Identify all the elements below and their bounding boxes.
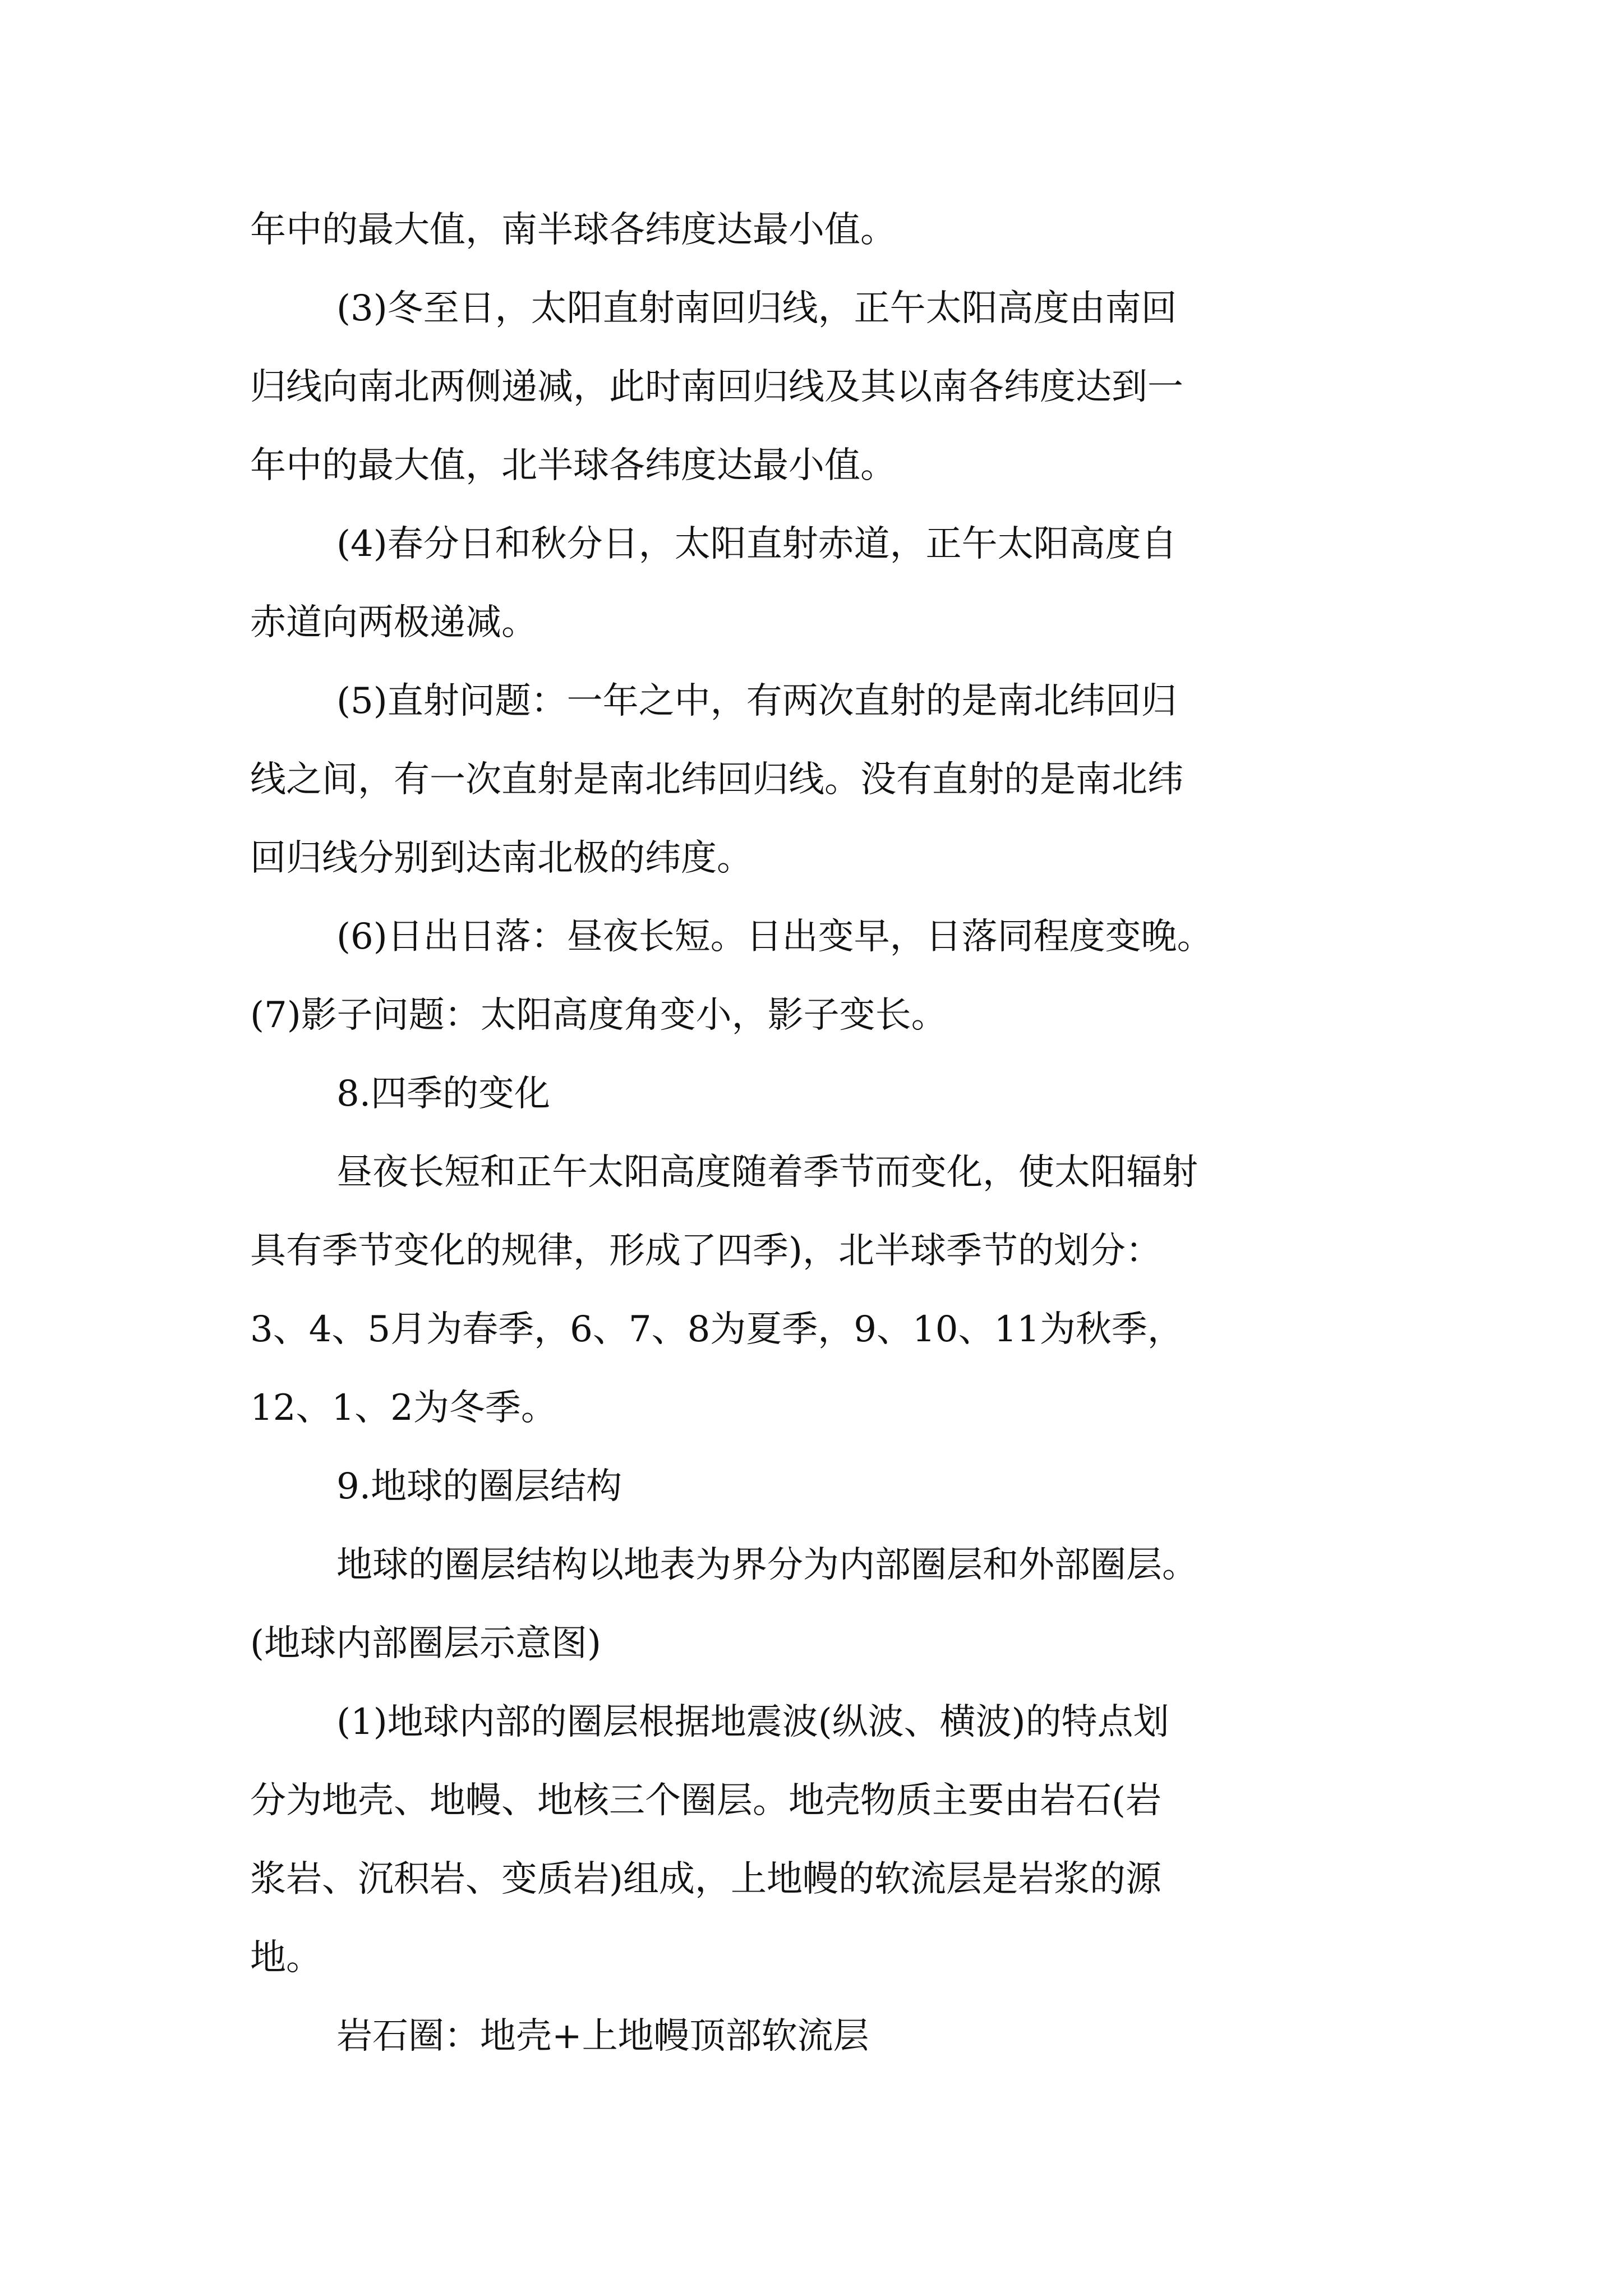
text-line-7: (5)直射问题：一年之中，有两次直射的是南北纬回归 <box>336 680 1177 722</box>
text-line-13: 昼夜长短和正午太阳高度随着季节而变化，使太阳辐射 <box>336 1152 1198 1193</box>
text-line-19: (地球内部圈层示意图) <box>250 1623 601 1664</box>
text-line-14: 具有季节变化的规律，形成了四季)，北半球季节的划分： <box>250 1230 1161 1272</box>
text-line-16: 12、1、2为冬季。 <box>250 1387 557 1429</box>
text-line-1: 年中的最大值，南半球各纬度达最小值。 <box>250 209 896 251</box>
text-line-3: 归线向南北两侧递减，此时南回归线及其以南各纬度达到一 <box>250 366 1183 408</box>
text-line-10: (6)日出日落：昼夜长短。日出变早，日落同程度变晚。 <box>336 916 1213 958</box>
section-heading-9: 9.地球的圈层结构 <box>336 1466 623 1507</box>
text-line-24: 岩石圈：地壳+上地幔顶部软流层 <box>336 2016 869 2057</box>
text-line-22: 浆岩、沉积岩、变质岩)组成，上地幔的软流层是岩浆的源 <box>250 1858 1161 1900</box>
text-line-2: (3)冬至日，太阳直射南回归线，正午太阳高度由南回 <box>336 288 1177 329</box>
text-line-5: (4)春分日和秋分日，太阳直射赤道，正午太阳高度自 <box>336 523 1177 565</box>
text-line-18: 地球的圈层结构以地表为界分为内部圈层和外部圈层。 <box>336 1544 1198 1586</box>
text-line-9: 回归线分别到达南北极的纬度。 <box>250 838 753 879</box>
text-line-8: 线之间，有一次直射是南北纬回归线。没有直射的是南北纬 <box>250 759 1183 800</box>
text-line-6: 赤道向两极递减。 <box>250 602 537 643</box>
text-line-15: 3、4、5月为春季，6、7、8为夏季，9、10、11为秋季， <box>250 1309 1183 1350</box>
text-line-21: 分为地壳、地幔、地核三个圈层。地壳物质主要由岩石(岩 <box>250 1780 1161 1821</box>
text-line-23: 地。 <box>250 1937 322 1978</box>
text-line-4: 年中的最大值，北半球各纬度达最小值。 <box>250 445 896 486</box>
section-heading-8: 8.四季的变化 <box>336 1073 551 1115</box>
text-line-11: (7)影子问题：太阳高度角变小，影子变长。 <box>250 995 947 1036</box>
text-line-20: (1)地球内部的圈层根据地震波(纵波、横波)的特点划 <box>336 1701 1169 1743</box>
